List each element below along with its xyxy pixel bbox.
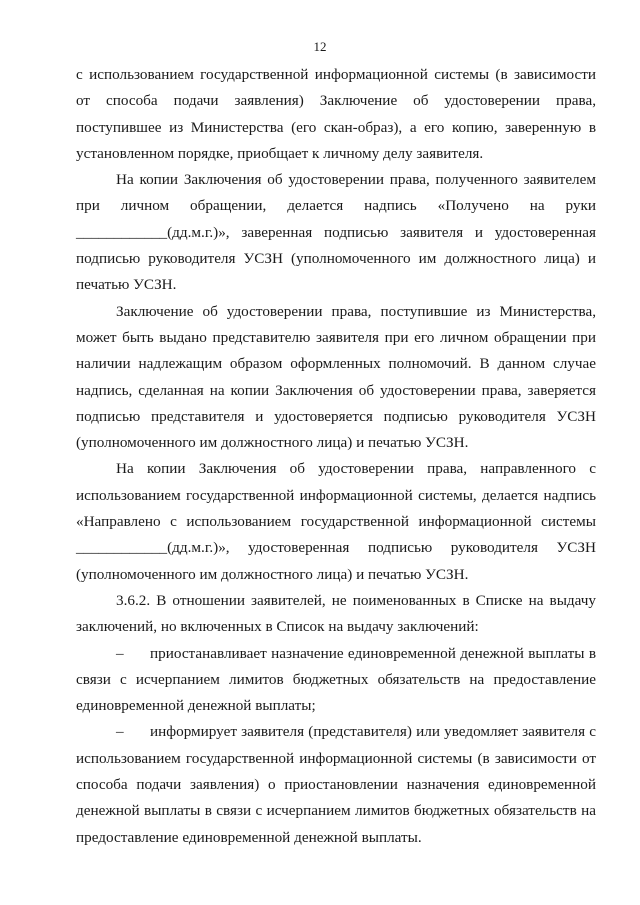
paragraph-sent-inscription: На копии Заключения об удостоверении права, направленного с использованием государственной информационной системы, делается надпись «Направлено с использованием государственной информационной системы ____________(дд.м.г.)», удостоверенная подписью руководителя УСЗН (уполномоченного им должностного лица) и печатью УСЗН. bbox=[76, 460, 596, 583]
dash-bullet: – bbox=[116, 723, 124, 741]
paragraph-continuation: с использованием государственной информационной системы (в зависимости от способа подачи заявления) Заключение об удостоверении права, поступившее из Министерства (его скан-образ), а его копию, заверенную в установленном порядке, приобщает к личному делу заявителя. bbox=[76, 66, 596, 162]
document-body bbox=[76, 62, 596, 851]
list-item-text: приостанавливает назначение единовременной денежной выплаты в связи с исчерпанием лимитов бюджетных обязательств на предоставление единовременной денежной выплаты; bbox=[76, 644, 596, 715]
list-item-text: информирует заявителя (представителя) или уведомляет заявителя с использованием государственной информационной системы (в зависимости от способа подачи заявления) о приостановлении назначения единовременной денежной выплаты в связи с исчерпанием лимитов бюджетных обязательств на предоставление единовременной денежной выплаты. bbox=[76, 723, 596, 846]
paragraph-received-inscription: На копии Заключения об удостоверении права, полученного заявителем при личном обращении, делается надпись «Получено на руки ____________(дд.м.г.)», заверенная подписью заявителя и удостоверенная подписью руководителя УСЗН (уполномоченного им должностного лица) и печатью УСЗН. bbox=[76, 171, 596, 294]
dash-bullet: – bbox=[116, 644, 124, 662]
page-number: 12 bbox=[313, 39, 327, 54]
list-item-inform bbox=[76, 719, 596, 850]
list-item-suspend bbox=[76, 641, 596, 720]
paragraph-representative: Заключение об удостоверении права, поступившие из Министерства, может быть выдано представителю заявителя при его личном обращении при наличии надлежащим образом оформленных полномочий. В данном случае надпись, сделанная на копии Заключения об удостоверении права, заверяется подписью представителя и удостоверяется подписью руководителя УСЗН (уполномоченного им должностного лица) и печатью УСЗН. bbox=[76, 302, 596, 452]
paragraph-section-3-6-2: 3.6.2. В отношении заявителей, не поименованных в Списке на выдачу заключений, но включенных в Список на выдачу заключений: bbox=[76, 591, 596, 636]
